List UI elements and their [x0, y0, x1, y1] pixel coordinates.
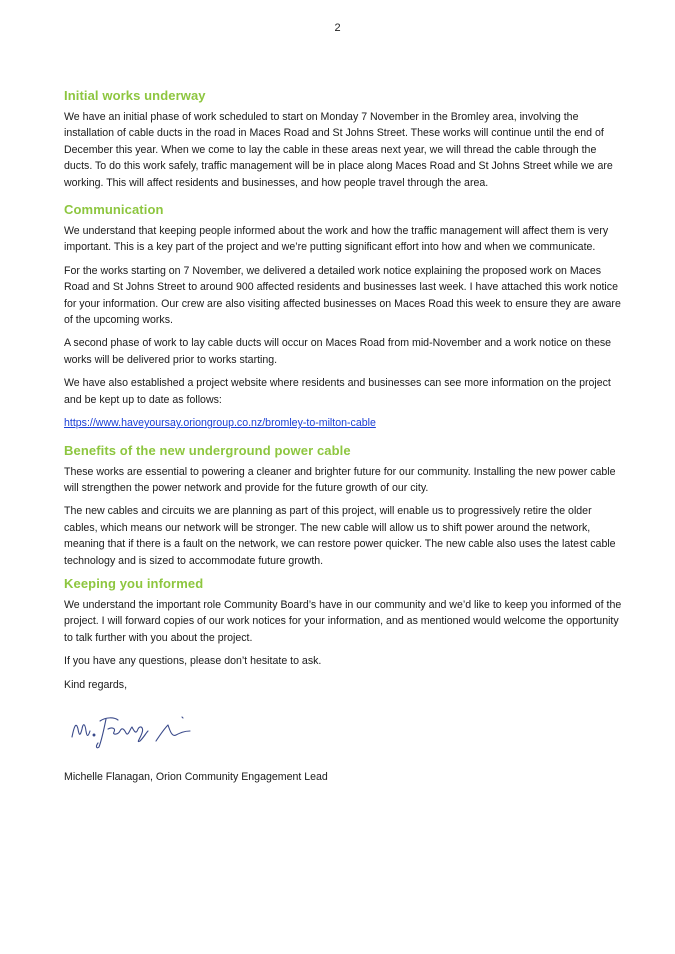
section-heading-keeping-informed: Keeping you informed — [64, 575, 204, 591]
paragraph: These works are essential to powering a cleaner and brighter future for our community. Installing the new power cable will strengthen the power network and provide for the future growth of our city. — [64, 465, 616, 494]
link-paragraph — [64, 415, 624, 431]
paragraph: We understand that keeping people informed about the work and how the traffic management will affect them is very important. This is a key part of the project and we’re putting significant effort into how and when we communicate. — [64, 225, 609, 254]
handwritten-signature — [66, 707, 196, 751]
paragraph: We have also established a project website where residents and businesses can see more information on the project and be kept up to date as follows: — [64, 377, 611, 406]
signoff-name: Michelle Flanagan, Orion Community Engagement Lead — [64, 770, 328, 783]
section-heading-initial-works: Initial works underway — [64, 88, 206, 103]
section-heading-benefits: Benefits of the new underground power cable — [64, 442, 351, 458]
page-number: 2 — [334, 22, 341, 34]
paragraph: We have an initial phase of work scheduled to start on Monday 7 November in the Bromley area, involving the installation of cable ducts in the road in Maces Road and St Johns Street. These works will continue until the end of December this year. When we come to lay the cable in these areas next year, we will thread the cable through the ducts. To do this work safely, traffic management will be in place along Maces Road and St Johns Street while we are working. This will affect residents and businesses, and how people travel through the area. — [64, 111, 613, 189]
section-heading-communication: Communication — [64, 202, 164, 218]
paragraph: If you have any questions, please don’t hesitate to ask. — [64, 655, 322, 668]
paragraph: A second phase of work to lay cable ducts will occur on Maces Road from mid-November and a work notice on these works will be delivered prior to works starting. — [64, 337, 612, 366]
paragraph: For the works starting on 7 November, we delivered a detailed work notice explaining the proposed work on Maces Road and St Johns Street to around 900 affected residents and businesses last week. I have attached this work notice for your information. Our crew are also visiting affected businesses on Maces Road this week to ensure they are aware of the upcoming works. — [64, 264, 621, 327]
paragraph: We understand the important role Community Board’s have in our community and we’d like to keep you informed of the project. I will forward copies of our work notices for your information, and as mentioned would welcome the opportunity to talk further with you about the project. — [64, 598, 622, 644]
project-website-link[interactable]: https://www.haveyoursay.oriongroup.co.nz/bromley-to-milton-cable — [64, 417, 376, 430]
paragraph: The new cables and circuits we are planning as part of this project, will enable us to progressively retire the older cables, which means our network will be stronger. The new cable will allow us to shift power around the network, meaning that if there is a fault on the network, we can restore power quicker. The new cable also uses the latest cable technology and is sized to accommodate future growth. — [64, 505, 616, 567]
closing: Kind regards, — [64, 678, 128, 691]
letter-body — [64, 88, 624, 792]
